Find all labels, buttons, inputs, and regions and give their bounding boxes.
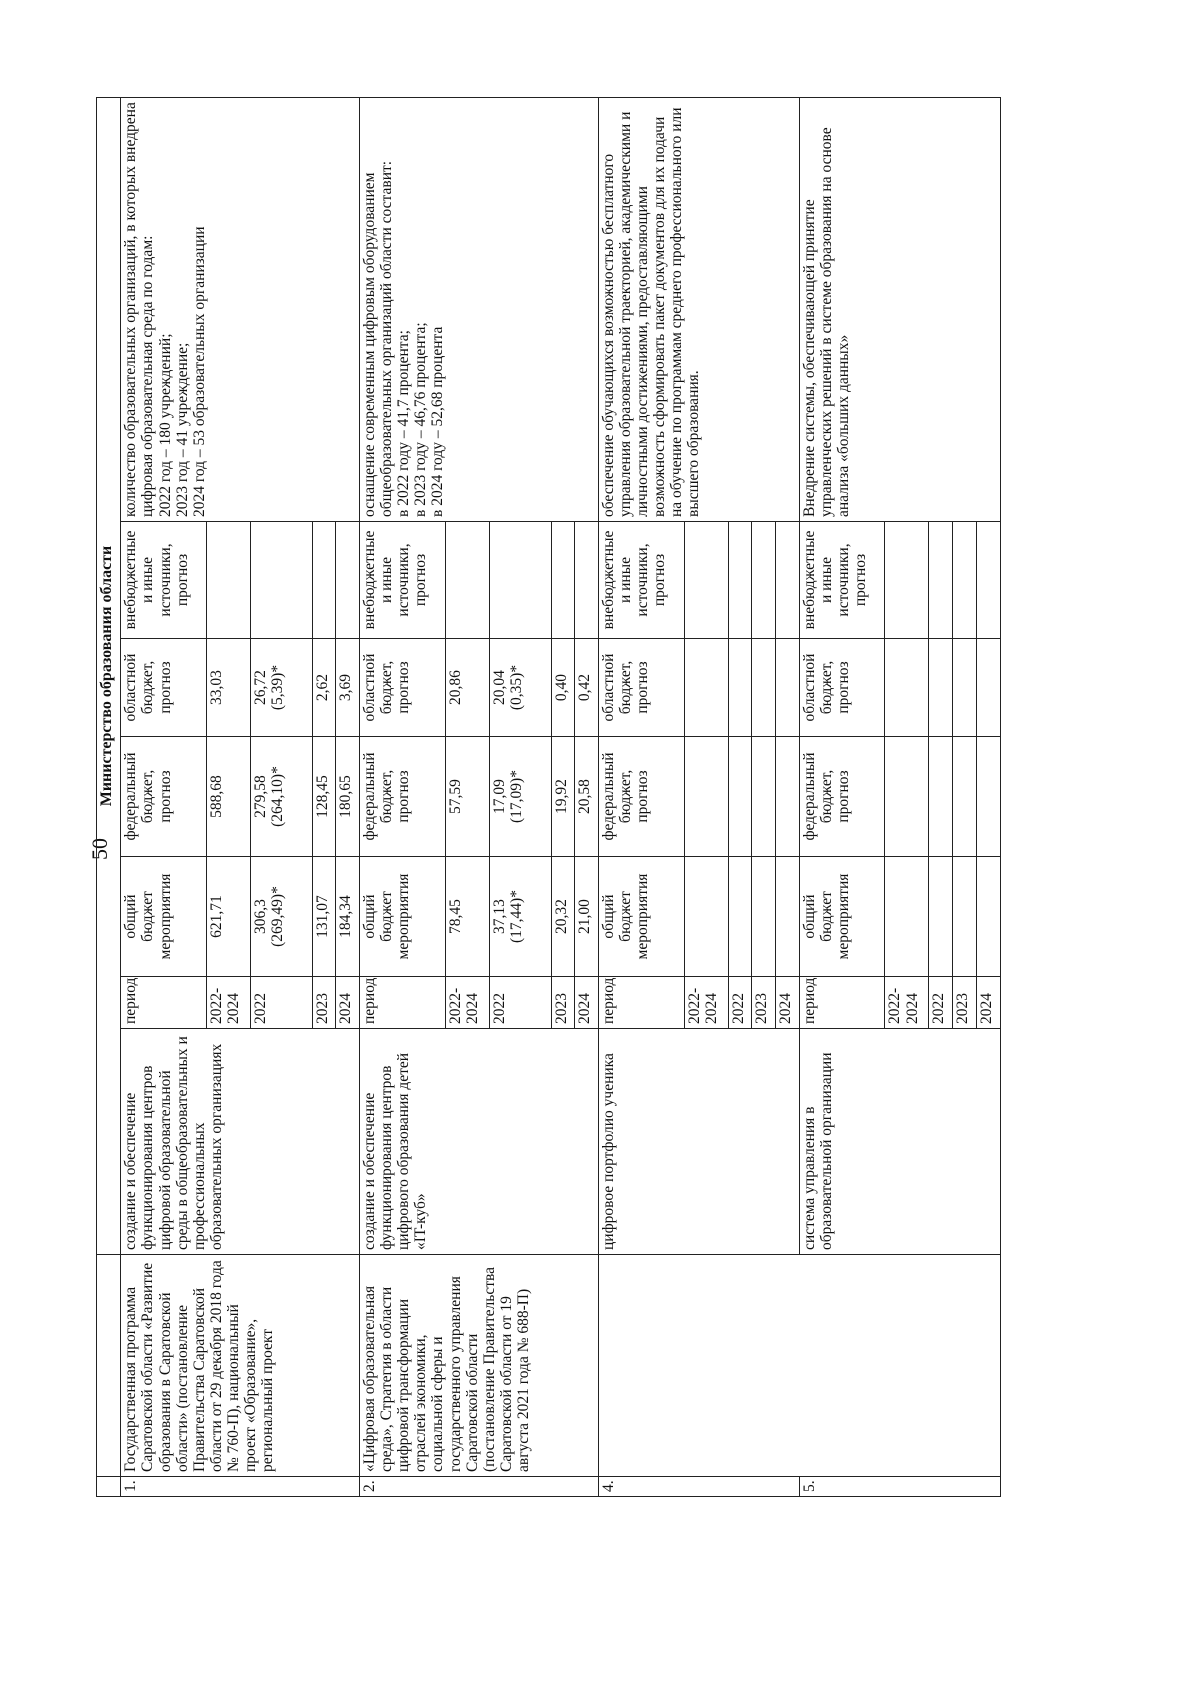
period-cell: 2022 (929, 977, 953, 1029)
total-cell: 20,32 (551, 857, 575, 977)
total-header: общий бюджет мероприятия (121, 857, 206, 977)
extra-cell (336, 522, 360, 639)
regional-cell: 2,62 (312, 639, 336, 737)
ministry-heading: Министерство образования области (97, 98, 121, 1255)
period-cell: 2022- 2024 (684, 977, 728, 1029)
federal-cell: 19,92 (551, 737, 575, 857)
total-cell: 37,13 (17,44)* (489, 857, 551, 977)
extra-cell (551, 522, 575, 639)
regional-header: областной бюджет, прогноз (360, 639, 445, 737)
regional-header: областной бюджет, прогноз (121, 639, 206, 737)
total-cell: 131,07 (312, 857, 336, 977)
period-cell: 2022 (489, 977, 551, 1029)
table-row (121, 98, 206, 1497)
period-header: период (599, 977, 684, 1029)
period-cell: 2022- 2024 (445, 977, 489, 1029)
extra-header: внебюджетные и иные источники, прогноз (599, 522, 684, 639)
extra-header: внебюджетные и иные источники, прогноз (121, 522, 206, 639)
period-cell: 2022 (250, 977, 312, 1029)
extra-cell (250, 522, 312, 639)
total-cell: 306,3 (269,49)* (250, 857, 312, 977)
ministry-row (97, 98, 121, 1497)
extra-cell (445, 522, 489, 639)
table-row (599, 98, 684, 1497)
regional-cell: 0,42 (575, 639, 599, 737)
period-cell: 2024 (336, 977, 360, 1029)
regional-cell: 26,72 (5,39)* (250, 639, 312, 737)
total-cell: 21,00 (575, 857, 599, 977)
measure-cell: цифровое портфолио ученика (599, 1029, 800, 1255)
rotated-page (96, 97, 1001, 1497)
row-number: 5. (799, 1477, 1000, 1497)
result-cell: Внедрение системы, обеспечивающей принятие управленческих решений в системе образования на основе анализа «больших данных» (799, 98, 1000, 522)
federal-header: федеральный бюджет, прогноз (799, 737, 884, 857)
period-cell: 2022- 2024 (885, 977, 929, 1029)
total-header: общий бюджет мероприятия (599, 857, 684, 977)
extra-cell (575, 522, 599, 639)
program-cell: «Цифровая образовательная среда», Стратегия в области цифровой трансформации отраслей экономики, социальной сферы и государственного управления Саратовской области (постановление Правительства Саратовской области от 19 августа 2021 года № 688-П) (360, 1255, 599, 1477)
page-number: 50 (87, 838, 112, 860)
regional-cell: 20,86 (445, 639, 489, 737)
federal-header: федеральный бюджет, прогноз (360, 737, 445, 857)
period-header: период (121, 977, 206, 1029)
period-cell: 2023 (551, 977, 575, 1029)
regional-header: областной бюджет, прогноз (799, 639, 884, 737)
program-cell: Государственная программа Саратовской области «Развитие образования в Саратовской области» (постановление Правительства Саратовской области от 29 декабря 2018 года № 760-П), национальный проект «Образование», региональный проект (121, 1255, 360, 1477)
row-number: 1. (121, 1477, 360, 1497)
extra-header: внебюджетные и иные источники, прогноз (799, 522, 884, 639)
period-cell: 2022 (728, 977, 752, 1029)
period-cell: 2022- 2024 (206, 977, 250, 1029)
period-cell: 2024 (977, 977, 1001, 1029)
federal-header: федеральный бюджет, прогноз (121, 737, 206, 857)
row-number: 2. (360, 1477, 599, 1497)
program-cell-empty (599, 1255, 1001, 1477)
row-number: 4. (599, 1477, 800, 1497)
measures-table (96, 97, 1001, 1497)
federal-cell: 588,68 (206, 737, 250, 857)
total-header: общий бюджет мероприятия (799, 857, 884, 977)
period-cell: 2023 (312, 977, 336, 1029)
result-cell: оснащение современным цифровым оборудованием общеобразовательных организаций области составит: в 2022 году – 41,7 процента; в 2023 году – 46,76 процента; в 2024 году – 52,68 процента (360, 98, 599, 522)
regional-cell: 20,04 (0,35)* (489, 639, 551, 737)
federal-cell: 20,58 (575, 737, 599, 857)
table-row (360, 98, 445, 1497)
period-cell: 2023 (953, 977, 977, 1029)
period-header: период (799, 977, 884, 1029)
period-cell: 2024 (776, 977, 800, 1029)
measure-cell: создание и обеспечение функционирования центров цифровой образовательной среды в общеобразовательных и профессиональных образовательных организациях (121, 1029, 360, 1255)
period-cell: 2024 (575, 977, 599, 1029)
total-cell: 184,34 (336, 857, 360, 977)
federal-cell: 180,65 (336, 737, 360, 857)
total-header: общий бюджет мероприятия (360, 857, 445, 977)
federal-cell: 128,45 (312, 737, 336, 857)
federal-cell: 57,59 (445, 737, 489, 857)
regional-cell: 3,69 (336, 639, 360, 737)
regional-cell: 33,03 (206, 639, 250, 737)
federal-cell: 279,58 (264,10)* (250, 737, 312, 857)
federal-cell: 17,09 (17,09)* (489, 737, 551, 857)
period-header: период (360, 977, 445, 1029)
measure-cell: система управления в образовательной организации (799, 1029, 1000, 1255)
extra-cell (489, 522, 551, 639)
result-cell: количество образовательных организаций, в которых внедрена цифровая образовательная среда по годам: 2022 год – 180 учреждений; 2023 год – 41 учреждение; 2024 год – 53 образовательных организации (121, 98, 360, 522)
extra-header: внебюджетные и иные источники, прогноз (360, 522, 445, 639)
regional-header: областной бюджет, прогноз (599, 639, 684, 737)
regional-cell: 0,40 (551, 639, 575, 737)
total-cell: 621,71 (206, 857, 250, 977)
result-cell: обеспечение обучающихся возможностью бесплатного управления образовательной траекторией, академическими и личностными достижениями, предоставляющими возможность сформировать пакет документов для их подачи на обучение по программам среднего профессионального или высшего образования. (599, 98, 800, 522)
extra-cell (206, 522, 250, 639)
extra-cell (312, 522, 336, 639)
total-cell: 78,45 (445, 857, 489, 977)
federal-header: федеральный бюджет, прогноз (599, 737, 684, 857)
period-cell: 2023 (752, 977, 776, 1029)
measure-cell: создание и обеспечение функционирования центров цифрового образования детей «IT-куб» (360, 1029, 599, 1255)
